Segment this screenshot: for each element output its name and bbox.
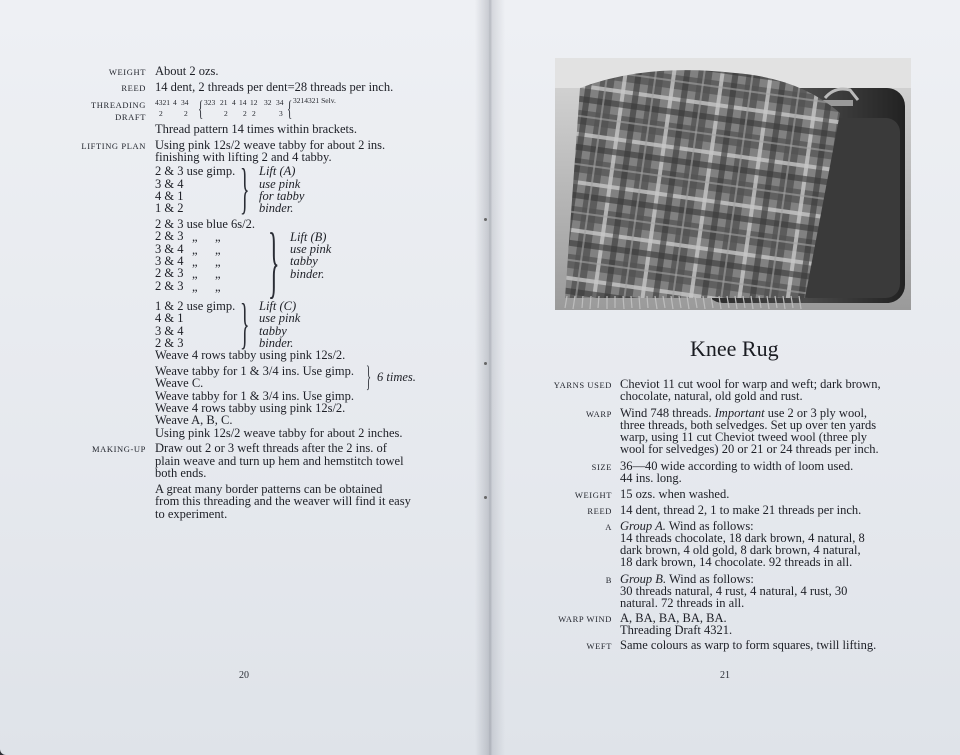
warp-line-1a: Wind 748 threads.: [620, 406, 712, 420]
making-up-label: MAKING-UP: [91, 444, 146, 454]
weft-text: Same colours as warp to form squares, twill lifting.: [620, 638, 877, 652]
draft-bot-6: 3: [279, 109, 283, 118]
group-b-title: Group B.: [620, 572, 667, 586]
lift-a-note: Lift (A): [259, 164, 296, 178]
sequence-line: Weave tabby for 1 & 3/4 ins. Use gimp.: [155, 364, 354, 378]
group-a-label: A: [605, 522, 612, 532]
draft-selvedge: 3214321 Selv.: [293, 96, 336, 105]
warp-line-1c: use 2 or 3 ply wool,: [767, 406, 868, 420]
draft-label: DRAFT: [115, 112, 146, 122]
warp-line: wool for selvedges) 20 or 21 or 24 threads per inch.: [620, 442, 879, 456]
page-title: Knee Rug: [690, 336, 779, 361]
lift-c-row: 4 & 1: [155, 311, 184, 325]
sequence-line: Weave A, B, C.: [155, 413, 233, 427]
warp-label: WARP: [585, 409, 612, 419]
pattern-repeat: Thread pattern 14 times within brackets.: [155, 122, 358, 136]
lift-c-note: binder.: [259, 336, 294, 350]
draft-bot-3: 2: [224, 109, 228, 118]
lifting-plan-line-2: finishing with lifting 2 and 4 tabby.: [155, 150, 332, 164]
group-a-title: Group A.: [620, 519, 666, 533]
lift-c-note: Lift (C): [259, 299, 297, 313]
lift-c-row: 3 & 4: [155, 324, 184, 338]
size-label: SIZE: [591, 462, 612, 472]
group-b-instruction: Wind as follows:: [668, 572, 754, 586]
lift-a-row: 4 & 1: [155, 189, 184, 203]
draft-top-6: 4: [232, 98, 236, 107]
ditto-mark: „: [215, 280, 221, 294]
ditto-mark: „: [192, 230, 198, 244]
warp-important: Important: [714, 406, 765, 420]
lift-b-row: 2 & 3: [155, 266, 184, 280]
lift-c-row: 2 & 3: [155, 336, 184, 350]
size-line: 44 ins. long.: [620, 471, 682, 485]
closing-line: from this threading and the weaver will find it easy: [155, 494, 411, 508]
draft-top-5: 21: [220, 98, 228, 107]
sequence-line: Using pink 12s/2 weave tabby for about 2 inches.: [155, 426, 403, 440]
lift-b-row: 3 & 4: [155, 242, 184, 256]
lift-a-note: use pink: [259, 177, 301, 191]
lift-a-row: 1 & 2: [155, 201, 184, 215]
group-b-line: 30 threads natural, 4 rust, 4 natural, 4 rust, 30: [620, 584, 848, 598]
warp-wind-line: A, BA, BA, BA, BA.: [620, 611, 727, 625]
making-up-line: plain weave and turn up hem and hemstitch towel: [155, 454, 404, 468]
reed-label: REED: [121, 83, 146, 93]
size-line: 36—40 wide according to width of loom used.: [620, 459, 854, 473]
binding-stitch: [484, 496, 487, 499]
lift-b-note: binder.: [290, 267, 325, 281]
yarns-used-line: chocolate, natural, old gold and rust.: [620, 389, 803, 403]
draft-bot-2: 2: [184, 109, 188, 118]
closing-line: A great many border patterns can be obtained: [155, 482, 383, 496]
lift-c-note: tabby: [259, 324, 287, 338]
page-number-right: 21: [720, 670, 730, 681]
ditto-mark: „: [192, 255, 198, 269]
lift-b-row: 2 & 3: [155, 279, 184, 293]
lift-a-note: for tabby: [259, 189, 305, 203]
lift-a-row: 2 & 3 use gimp.: [155, 164, 236, 178]
lift-a-note: binder.: [259, 201, 294, 215]
group-a-line: dark brown, 4 old gold, 8 dark brown, 4 natural,: [620, 543, 861, 557]
weight-text: About 2 ozs.: [155, 64, 219, 78]
sequence-line: Weave C.: [155, 376, 204, 390]
group-b-label: B: [605, 575, 612, 585]
ditto-mark: „: [215, 230, 221, 244]
reed-label-right: REED: [587, 506, 612, 516]
lift-c-row: 1 & 2 use gimp.: [155, 299, 236, 313]
making-up-line: both ends.: [155, 466, 207, 480]
yarns-used-line: Cheviot 11 cut wool for warp and weft; dark brown,: [620, 377, 881, 391]
lifting-plan-label: LIFTING PLAN: [81, 141, 146, 151]
sequence-line: Weave 4 rows tabby using pink 12s/2.: [155, 348, 346, 362]
binding-stitch: [484, 218, 487, 221]
sequence-line: Weave tabby for 1 & 3/4 ins. Use gimp.: [155, 389, 354, 403]
ditto-mark: „: [192, 280, 198, 294]
warp-line: warp, using 11 cut Cheviot tweed wool (three ply: [620, 430, 868, 444]
weft-label: WEFT: [586, 641, 612, 651]
binding-stitch: [484, 362, 487, 365]
yarns-used-label: YARNS USED: [553, 380, 612, 390]
ditto-mark: „: [215, 243, 221, 257]
gutter-shadow: [475, 0, 505, 755]
warp-line: three threads, both selvedges. Set up over ten yards: [620, 418, 877, 432]
lift-b-note: tabby: [290, 254, 318, 268]
left-page: WEIGHT About 2 ozs. REED 14 dent, 2 threads per dent=28 threads per inch. THREADING DRAFT 4321 4 34 2 2 { 323 21 4 14 12 32 34 2 2 2 3 { 3214321 Selv. Thread pattern 14 times within brackets. LIFTING PLAN Using pink 12s/2 weave tabby for about 2 ins. finishing with lifting 2 and 4 tabby. 2 & 3 use gimp. 3 & 4 4 & 1 1 & 2 } Lift (A) use pink for tabby binder. 2 & 3 use blue 6s/2. 2 & 3 3 & 4 3 & 4 2 & 3 2 & 3 „ „ „ „ „ „ „ „ „ „ } Lift (B) use pink tabby binder. 1 & 2 use gimp. 4 & 1 3 & 4 2 & 3 } Lift (C) use pink tabby binder. Weave 4 rows tabby using pink 12s/2. Weave tabby for 1 & 3/4 ins. Use gimp. Weave C. } 6 times. Weave tabby for 1 & 3/4 ins. Use gimp. Weave 4 rows tabby using pink 12s/2. Weave A, B, C. Using pink 12s/2 weave tabby for about 2 inches. MAKING-UP Draw out 2 or 3 weft threads after the 2 ins. of plain weave and turn up hem and hemstitch towel both ends. A great many border patterns can be obtained from this threading and the weaver will find it easy to experiment. 20: [0, 0, 490, 755]
ditto-mark: „: [192, 243, 198, 257]
draft-top-1: 4321: [155, 98, 170, 107]
lift-a-row: 3 & 4: [155, 177, 184, 191]
draft-bot-4: 2: [243, 109, 247, 118]
weight-label-right: WEIGHT: [574, 490, 612, 500]
making-up-line: Draw out 2 or 3 weft threads after the 2 ins. of: [155, 441, 387, 455]
lift-b-row: 2 & 3: [155, 229, 184, 243]
draft-top-7: 14: [239, 98, 247, 107]
group-a-line: 18 dark brown, 14 chocolate. 92 threads in all.: [620, 555, 853, 569]
weight-text-right: 15 ozs. when washed.: [620, 487, 730, 501]
closing-line: to experiment.: [155, 507, 228, 521]
draft-top-10: 34: [276, 98, 284, 107]
lift-b-intro: 2 & 3 use blue 6s/2.: [155, 217, 255, 231]
ditto-mark: „: [215, 267, 221, 281]
threading-label: THREADING: [91, 100, 146, 110]
lift-b-note: Lift (B): [290, 230, 327, 244]
group-a-instruction: Wind as follows:: [668, 519, 754, 533]
ditto-mark: „: [215, 255, 221, 269]
warp-wind-label: WARP WIND: [558, 614, 612, 624]
lift-c-note: use pink: [259, 311, 301, 325]
group-b-line: natural. 72 threads in all.: [620, 596, 745, 610]
draft-bot-5: 2: [252, 109, 256, 118]
ditto-mark: „: [192, 267, 198, 281]
draft-top-9: 32: [264, 98, 272, 107]
reed-text: 14 dent, 2 threads per dent=28 threads per inch.: [155, 80, 394, 94]
sequence-line: Weave 4 rows tabby using pink 12s/2.: [155, 401, 346, 415]
weight-label: WEIGHT: [108, 67, 146, 77]
warp-wind-line: Threading Draft 4321.: [620, 623, 733, 637]
draft-top-8: 12: [250, 98, 258, 107]
knee-rug-photo: [555, 58, 911, 310]
draft-bot-1: 2: [159, 109, 163, 118]
draft-top-2: 4: [173, 98, 177, 107]
page-number-left: 20: [239, 670, 249, 681]
lift-b-row: 3 & 4: [155, 254, 184, 268]
plaid-rug-image: [555, 58, 911, 310]
reed-text-right: 14 dent, thread 2, 1 to make 21 threads per inch.: [620, 503, 862, 517]
draft-top-4: 323: [204, 98, 216, 107]
draft-top-3: 34: [181, 98, 189, 107]
lift-b-note: use pink: [290, 242, 332, 256]
six-times-note: 6 times.: [377, 370, 416, 384]
group-a-line: 14 threads chocolate, 18 dark brown, 4 natural, 8: [620, 531, 865, 545]
lifting-plan-line-1: Using pink 12s/2 weave tabby for about 2 ins.: [155, 138, 386, 152]
